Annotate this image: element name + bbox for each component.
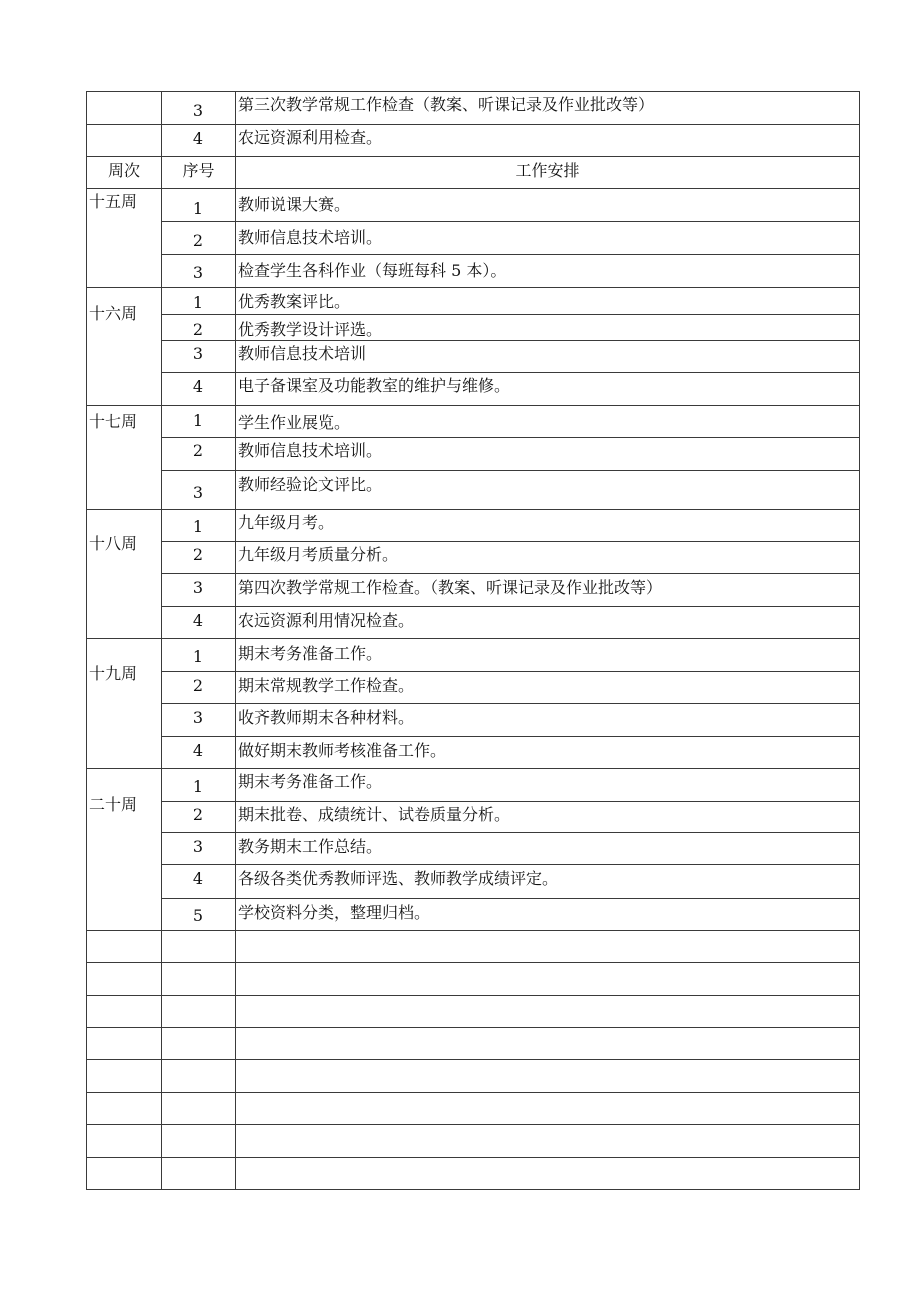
- seq-cell: 2: [192, 320, 204, 339]
- header-week: 周次: [107, 161, 140, 180]
- table-rule: [86, 1157, 860, 1158]
- seq-cell: 2: [192, 441, 204, 460]
- task-cell: 优秀教学设计评选。: [238, 320, 383, 339]
- seq-cell: 3: [192, 101, 204, 120]
- seq-cell: 4: [192, 377, 204, 396]
- table-rule: [86, 1189, 860, 1190]
- table-rule: [161, 736, 860, 737]
- table-column-rule: [86, 91, 87, 1190]
- task-cell: 农远资源利用情况检查。: [238, 611, 415, 630]
- seq-cell: 2: [192, 545, 204, 564]
- table-rule: [161, 254, 860, 255]
- table-rule: [161, 864, 860, 865]
- table-rule: [161, 221, 860, 222]
- task-cell: 收齐教师期末各种材料。: [238, 708, 415, 727]
- seq-cell: 1: [192, 411, 204, 430]
- table-rule: [161, 671, 860, 672]
- task-cell: 学校资料分类，整理归档。: [238, 903, 431, 922]
- task-cell: 第三次教学常规工作检查（教案、听课记录及作业批改等）: [238, 95, 655, 114]
- seq-cell: 1: [192, 199, 204, 218]
- table-rule: [161, 898, 860, 899]
- seq-cell: 2: [192, 805, 204, 824]
- table-rule: [161, 340, 860, 341]
- table-rule: [86, 156, 860, 157]
- task-cell: 教师说课大赛。: [238, 195, 351, 214]
- task-cell: 教师经验论文评比。: [238, 475, 383, 494]
- table-rule: [161, 372, 860, 373]
- table-rule: [86, 405, 860, 406]
- table-rule: [161, 470, 860, 471]
- task-cell: 期末常规教学工作检查。: [238, 676, 415, 695]
- table-column-rule: [161, 91, 162, 1190]
- seq-cell: 3: [192, 344, 204, 363]
- seq-cell: 1: [192, 293, 204, 312]
- task-cell: 期末考务准备工作。: [238, 772, 383, 791]
- table-rule: [86, 1092, 860, 1093]
- task-cell: 教师信息技术培训。: [238, 441, 383, 460]
- week-label: 十八周: [89, 534, 138, 553]
- seq-cell: 3: [192, 483, 204, 502]
- header-seq: 序号: [182, 161, 215, 180]
- week-label: 二十周: [89, 795, 138, 814]
- seq-cell: 4: [192, 611, 204, 630]
- seq-cell: 4: [192, 129, 204, 148]
- table-rule: [86, 509, 860, 510]
- task-cell: 电子备课室及功能教室的维护与维修。: [238, 376, 511, 395]
- table-rule: [86, 638, 860, 639]
- table-rule: [161, 573, 860, 574]
- table-rule: [161, 314, 860, 315]
- table-rule: [161, 606, 860, 607]
- table-rule: [86, 1059, 860, 1060]
- table-rule: [86, 768, 860, 769]
- task-cell: 期末考务准备工作。: [238, 644, 383, 663]
- seq-cell: 1: [192, 517, 204, 536]
- task-cell: 教师信息技术培训: [238, 344, 367, 363]
- task-cell: 学生作业展览。: [238, 413, 351, 432]
- seq-cell: 3: [192, 837, 204, 856]
- task-cell: 第四次教学常规工作检查。（教案、听课记录及作业批改等）: [238, 578, 663, 597]
- table-rule: [86, 995, 860, 996]
- table-rule: [161, 703, 860, 704]
- table-rule: [86, 287, 860, 288]
- task-cell: 教师信息技术培训。: [238, 228, 383, 247]
- task-cell: 期末批卷、成绩统计、试卷质量分析。: [238, 805, 511, 824]
- table-rule: [161, 541, 860, 542]
- table-rule: [86, 188, 860, 189]
- seq-cell: 4: [192, 869, 204, 888]
- seq-cell: 2: [192, 676, 204, 695]
- week-label: 十九周: [89, 664, 138, 683]
- table-rule: [161, 437, 860, 438]
- task-cell: 检查学生各科作业（每班每科 5 本）。: [238, 261, 507, 280]
- table-rule: [86, 91, 860, 92]
- task-cell: 做好期末教师考核准备工作。: [238, 741, 447, 760]
- seq-cell: 3: [192, 708, 204, 727]
- table-rule: [86, 930, 860, 931]
- seq-cell: 2: [192, 231, 204, 250]
- task-cell: 九年级月考质量分析。: [238, 545, 399, 564]
- week-label: 十五周: [89, 192, 138, 211]
- task-cell: 九年级月考。: [238, 513, 335, 532]
- table-rule: [86, 962, 860, 963]
- week-label: 十六周: [89, 304, 138, 323]
- task-cell: 农远资源利用检查。: [238, 128, 383, 147]
- seq-cell: 4: [192, 741, 204, 760]
- task-cell: 教务期末工作总结。: [238, 837, 383, 856]
- table-rule: [161, 801, 860, 802]
- header-task: 工作安排: [515, 161, 580, 180]
- seq-cell: 5: [192, 906, 204, 925]
- week-label: 十七周: [89, 412, 138, 431]
- task-cell: 各级各类优秀教师评选、教师教学成绩评定。: [238, 869, 559, 888]
- task-cell: 优秀教案评比。: [238, 292, 351, 311]
- seq-cell: 1: [192, 777, 204, 796]
- table-rule: [86, 1124, 860, 1125]
- table-column-rule: [859, 91, 860, 1190]
- seq-cell: 3: [192, 578, 204, 597]
- table-rule: [86, 124, 860, 125]
- table-column-rule: [235, 91, 236, 1190]
- seq-cell: 1: [192, 647, 204, 666]
- table-rule: [86, 1027, 860, 1028]
- seq-cell: 3: [192, 263, 204, 282]
- table-rule: [161, 832, 860, 833]
